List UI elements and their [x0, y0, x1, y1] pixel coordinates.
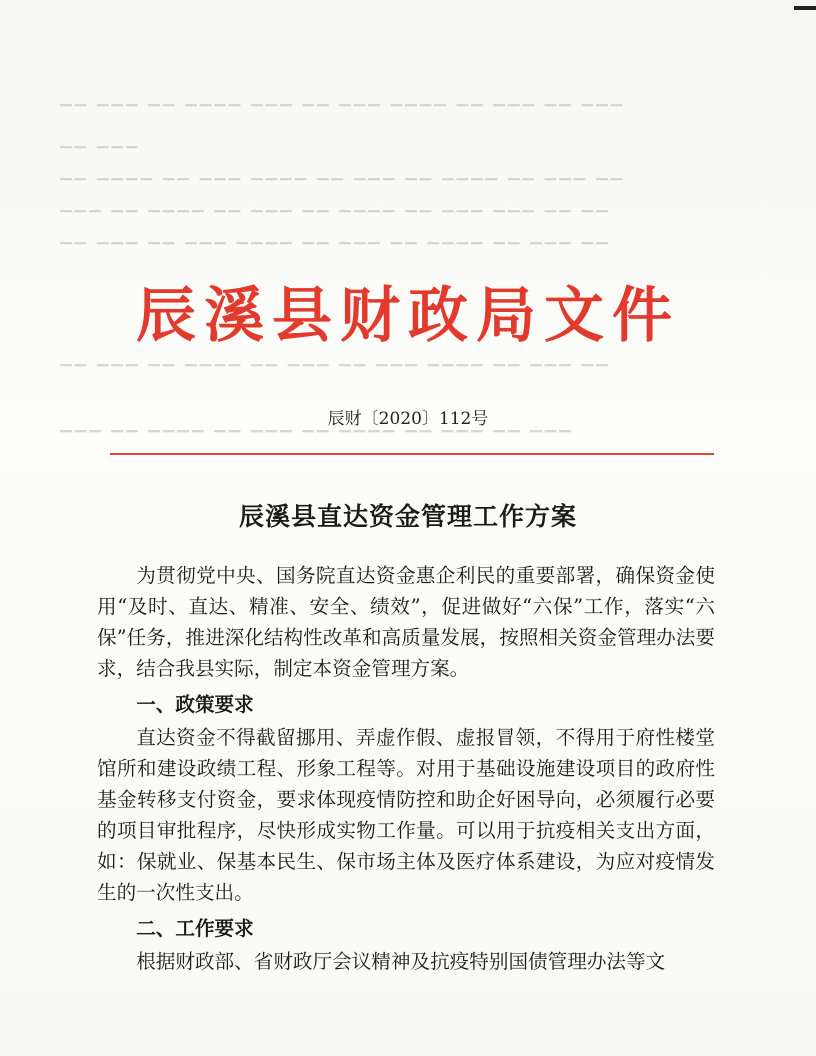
section-heading-work: 二、工作要求 [136, 917, 254, 940]
intro-paragraph: 为贯彻党中央、国务院直达资金惠企利民的重要部署，确保资金使用“及时、直达、精准、安全、绩效”，促进做好“六保”工作，落实“六保”任务，推进深化结构性改革和高质量发展，按照相关资金管理办法要求，结合我县实际，制定本资金管理方案。 [97, 564, 715, 680]
document-masthead: 辰溪县财政局文件 [136, 281, 680, 351]
show-through-texture: ▔▔▔ ▔▔ ▔▔▔▔ ▔▔ ▔▔▔ ▔▔ ▔▔▔▔ ▔▔ ▔▔▔ ▔▔ ▔▔▔ [60, 430, 574, 448]
policy-paragraph: 直达资金不得截留挪用、弄虚作假、虚报冒领，不得用于府性楼堂馆所和建设政绩工程、形象工程等。对用于基础设施建设项目的政府性基金转移支付资金，要求体现疫情防控和助企好困导向，必须履行必要的项目审批程序，尽快形成实物工作量。可以用于抗疫相关支出方面，如：保就业、保基本民生、保市场主体及医疗体系建设，为应对疫情发生的一次性支出。 [97, 726, 715, 904]
section-heading-policy: 一、政策要求 [136, 693, 254, 716]
show-through-texture: ▔▔ ▔▔▔ ▔▔ ▔▔▔ ▔▔▔▔ ▔▔ ▔▔▔ ▔▔ ▔▔▔▔ ▔▔ ▔▔▔ ▔▔ [60, 242, 611, 260]
work-paragraph: 根据财政部、省财政厅会议精神及抗疫特别国债管理办法等文 [136, 950, 666, 973]
document-body [97, 560, 715, 977]
red-divider-line [110, 453, 714, 455]
show-through-texture: ▔▔ ▔▔▔▔ ▔▔ ▔▔▔ ▔▔▔▔ ▔▔ ▔▔▔ ▔▔ ▔▔▔▔ ▔▔ ▔▔▔ ▔▔ [60, 178, 626, 196]
show-through-texture: ▔▔ ▔▔▔ ▔▔ ▔▔▔▔ ▔▔▔ ▔▔ ▔▔▔ ▔▔▔▔ ▔▔ ▔▔▔ ▔▔ ▔▔▔ [60, 104, 626, 122]
document-number: 辰财〔2020〕112号 [327, 409, 489, 429]
scan-corner-mark [794, 6, 816, 10]
show-through-texture: ▔▔ ▔▔▔ [60, 146, 141, 164]
show-through-texture: ▔▔ ▔▔▔ ▔▔ ▔▔▔▔ ▔▔ ▔▔▔ ▔▔ ▔▔▔ ▔▔▔▔ ▔▔ ▔▔▔ ▔▔ [60, 364, 611, 382]
document-title: 辰溪县直达资金管理工作方案 [238, 502, 577, 531]
show-through-texture: ▔▔▔ ▔▔ ▔▔▔▔ ▔▔ ▔▔▔ ▔▔ ▔▔▔▔ ▔▔ ▔▔▔ ▔▔▔ ▔▔ ▔▔ [60, 210, 611, 228]
